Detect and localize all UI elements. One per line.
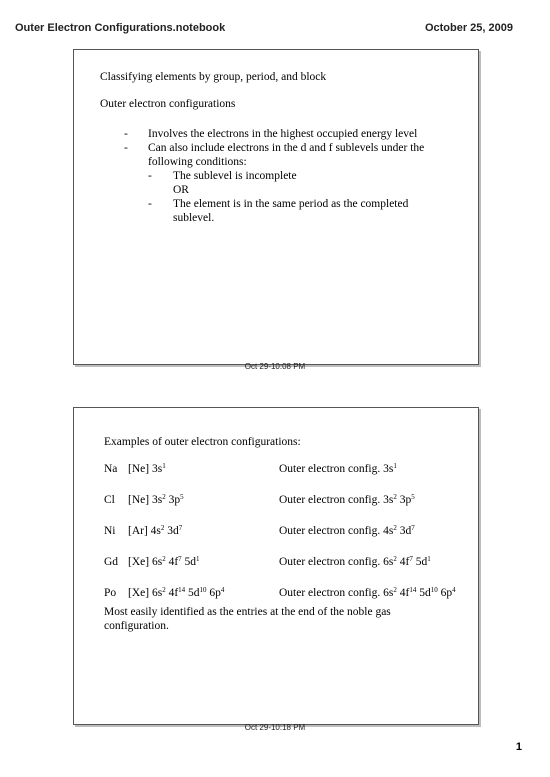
bullet-2-line-1: Can also include electrons in the d and f sublevels under the (148, 142, 425, 154)
element-symbol: Gd (104, 556, 119, 568)
config-row-cl (104, 493, 464, 507)
outer-term: $5d^{10}$ (419, 586, 438, 599)
config-term: $6p^4$ (209, 586, 225, 599)
config-term: $6s^2$ (151, 586, 166, 599)
full-config: [Xe] $6s^2$ $4f^7$ $5d^1$ (128, 555, 200, 568)
outer-config: Outer electron config. $6s^2$ $4f^{14}$ $5d^{10}$ $6p^4$ (279, 586, 456, 599)
config-term: $3s^1$ (151, 462, 166, 475)
subbullet-marker: - (148, 170, 152, 182)
slide-1-subheading: Outer electron configurations (100, 98, 236, 110)
outer-term: $4f^7$ (399, 555, 413, 568)
config-row-po (104, 586, 464, 600)
outer-term: $6p^4$ (440, 586, 456, 599)
config-row-na (104, 462, 464, 476)
subbullet-1-line-1: The sublevel is incomplete (173, 170, 297, 182)
outer-term: $3s^1$ (383, 462, 397, 475)
config-row-ni (104, 524, 464, 538)
slide-1-heading: Classifying elements by group, period, and block (100, 71, 327, 83)
subbullet-2-line-1: The element is in the same period as the completed (173, 198, 409, 210)
element-symbol: Ni (104, 525, 116, 537)
outer-term: $3s^2$ (383, 493, 397, 506)
config-term: $3p^5$ (168, 493, 184, 506)
config-term: $4s^2$ (150, 524, 165, 537)
outer-term: $6s^2$ (383, 555, 397, 568)
config-term: $6s^2$ (151, 555, 166, 568)
element-symbol: Na (104, 463, 118, 475)
full-config: [Xe] $6s^2$ $4f^{14}$ $5d^{10}$ $6p^4$ (128, 586, 225, 599)
slide-1-timestamp: Oct 29-10:08 PM (244, 362, 306, 371)
outer-config: Outer electron config. $6s^2$ $4f^7$ $5d^1$ (279, 555, 431, 568)
config-row-gd (104, 555, 464, 569)
outer-term: $5d^1$ (415, 555, 431, 568)
outer-term: $6s^2$ (383, 586, 397, 599)
full-config: [Ar] $4s^2$ $3d^7$ (128, 524, 183, 537)
element-symbol: Po (104, 587, 117, 599)
notebook-date: October 25, 2009 (424, 22, 513, 34)
config-term: $5d^{10}$ (188, 586, 207, 599)
subbullet-2-line-2: sublevel. (173, 212, 215, 224)
notebook-title: Outer Electron Configurations.notebook (15, 22, 226, 34)
slide-2-timestamp: Oct 29-10:18 PM (244, 723, 306, 732)
conclusion-line-2: configuration. (104, 620, 169, 632)
full-config: [Ne] $3s^2$ $3p^5$ (128, 493, 184, 506)
outer-config: Outer electron config. $3s^1$ (279, 462, 397, 475)
outer-term: $3p^5$ (399, 493, 415, 506)
outer-config: Outer electron config. $3s^2$ $3p^5$ (279, 493, 415, 506)
subbullet-marker: - (148, 198, 152, 210)
outer-term: $4s^2$ (383, 524, 397, 537)
bullet-marker: - (124, 128, 128, 140)
slide-2-heading: Examples of outer electron configurations: (104, 436, 301, 448)
slide-2 (73, 407, 479, 725)
page-number: 1 (515, 741, 522, 753)
subbullet-1-line-2: OR (173, 184, 189, 196)
element-symbol: Cl (104, 494, 115, 506)
bullet-1-line-1: Involves the electrons in the highest occupied energy level (148, 128, 418, 140)
config-term: $4f^7$ (168, 555, 182, 568)
config-term: $4f^{14}$ (168, 586, 186, 599)
config-term: $3s^2$ (151, 493, 166, 506)
conclusion-line-1: Most easily identified as the entries at the end of the noble gas (104, 606, 391, 618)
config-term: $3d^7$ (167, 524, 183, 537)
outer-term: $3d^7$ (399, 524, 415, 537)
bullet-marker: - (124, 142, 128, 154)
slide-1 (73, 49, 479, 365)
outer-term: $4f^{14}$ (399, 586, 417, 599)
full-config: [Ne] $3s^1$ (128, 462, 166, 475)
config-term: $5d^1$ (184, 555, 200, 568)
outer-config: Outer electron config. $4s^2$ $3d^7$ (279, 524, 415, 537)
bullet-2-line-2: following conditions: (148, 156, 247, 168)
